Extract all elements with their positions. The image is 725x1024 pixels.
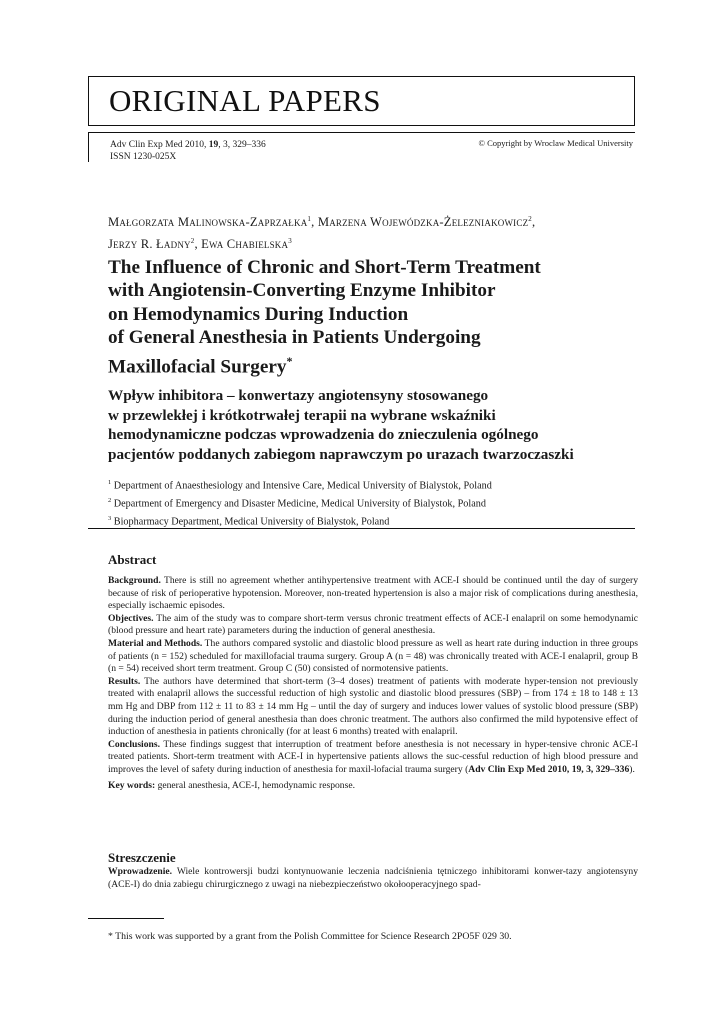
citation-pages: , 3, 329–336 — [218, 140, 266, 150]
abstract-text: There is still no agreement whether antihypertensive treatment with ACE-I should be continued until the day of surgery because of risk of perioperative hypotension. Moreover, non-treated hypertension is also a major risk of complications during anesthesia, especially ischaemic episodes. — [108, 575, 638, 612]
title-line: on Hemodynamics During Induction — [108, 303, 409, 325]
title-pl-line: pacjentów poddanych zabiegom naprawczym po urazach twarzoczaszki — [108, 445, 574, 463]
issn: ISSN 1230-025X — [110, 152, 177, 162]
abstract-text: The authors compared systolic and diastolic blood pressure as well as heart rate during induction in three groups of patients (n = 152) scheduled for maxillofacial trauma surgery. Group A (n = 48) was chronically treated with ACE-I enalapril, group B (n = 54) received short term treatment. Group C (50) consisted of normotensive patients. — [108, 637, 638, 675]
paper-title — [108, 256, 638, 378]
affiliation-sup: 3 — [108, 514, 112, 522]
abstract-text: The authors have determined that short-term (3–4 doses) treatment of patients with moderate hyper-tension not previously treated with enalapril allows the successful reduction of high systolic and diastolic blood pressures (SBP) – from 174 ± 18 to 148 ± 13 mm Hg and DBP from 112 ± 11 to 83 ± 14 mm Hg – until the day of surgery and induces lower values of systolic blood pressure (SBP) during the induction period of general anesthesia than does chronic treatment. The authors also confirmed the mild hypotensive effect of induction of anesthesia in patients chronically (for at least 6 months) treated with enalapril. — [108, 675, 638, 738]
affiliation-sup: 1 — [108, 479, 112, 486]
affiliation-item — [108, 494, 638, 512]
abstract-text: Wiele kontrowersji budzi kontynuowanie leczenia nadciśnienia tętniczego inhibitorami konwer-tazy angiotensyny (ACE-I) do dnia zabiegu chirurgicznego z uwagi na niebezpieczeństwo okołooperacyjnego spad- — [108, 866, 638, 890]
author-name: Ewa Chabielska — [201, 237, 289, 252]
abstract-body — [108, 575, 638, 792]
abstract-objectives — [108, 613, 638, 638]
title-line: of General Anesthesia in Patients Undergoing — [108, 327, 481, 349]
keywords-label: Key words: — [108, 779, 156, 791]
section-banner — [88, 76, 635, 126]
abstract-label: Material and Methods. — [108, 637, 203, 649]
abstract-label: Conclusions. — [108, 738, 160, 750]
title-line: Maxillofacial Surgery — [108, 356, 287, 378]
abstract-keywords — [108, 780, 638, 793]
title-pl-line: hemodynamiczne podczas wprowadzenia do znieczulenia ogólnego — [108, 426, 539, 444]
title-pl-line: Wpływ inhibitora – konwertazy angiotensyny stosowanego — [108, 387, 489, 404]
affiliation-sup: 2 — [108, 496, 112, 504]
author-affil-sup: 2 — [190, 237, 195, 246]
title-pl-line: w przewlekłej i krótkotrwałej terapii na wybrane wskaźniki — [108, 406, 496, 424]
abstract-background — [108, 575, 638, 613]
abstract-text: ). — [629, 763, 635, 775]
affiliation-item — [108, 476, 638, 494]
header-divider — [88, 528, 635, 529]
abstract-heading: Abstract — [108, 552, 157, 567]
affiliation-text: Department of Emergency and Disaster Medicine, Medical University of Bialystok, Poland — [113, 498, 486, 510]
journal-citation — [110, 139, 266, 163]
citation-volume: 19 — [208, 140, 219, 150]
banner-title: ORIGINAL PAPERS — [109, 83, 381, 118]
streszczenie-intro — [108, 866, 638, 891]
footnote: * This work was supported by a grant from the Polish Committee for Science Research 2PO5F 029 30. — [108, 931, 512, 942]
footnote-divider — [88, 918, 164, 919]
title-line: The Influence of Chronic and Short-Term Treatment — [108, 257, 541, 278]
author-list: Małgorzata Malinowska-Zaprzałka$^1$, Marzena Wojewódzka-Żelezniakowicz$^2$, Jerzy R. Ładny$^2$, Ewa Chabielska$^3$ — [108, 215, 536, 252]
streszczenie-heading: Streszczenie — [108, 850, 176, 865]
author-name: Marzena Wojewódzka-Żelezniakowicz — [317, 215, 529, 230]
abstract-label: Background. — [108, 575, 161, 586]
citation-text: Adv Clin Exp Med 2010, — [110, 140, 209, 150]
abstract-label: Results. — [108, 675, 141, 687]
title-line: with Angiotensin-Converting Enzyme Inhibitor — [108, 280, 496, 302]
abstract-methods — [108, 638, 638, 676]
affiliation-text: Biopharmacy Department, Medical University of Bialystok, Poland — [113, 516, 390, 528]
journal-meta — [88, 132, 635, 162]
author-name: Jerzy R. Ładny — [108, 237, 191, 252]
author-affil-sup: 3 — [288, 237, 292, 246]
author-affil-sup: 1 — [307, 215, 312, 223]
abstract-conclusions — [108, 739, 638, 777]
abstract-text: These findings suggest that interruption of treatment before anesthesia is not necessary in hyper-tensive chronic ACE-I treated patients. Short-term treatment with ACE-I in hypertensive patients allows the suc-cessful reduction of high blood pressure and improves the level of safety during induction of anesthesia for maxil-lofacial trauma surgery ( — [108, 738, 638, 775]
abstract-label: Objectives. — [108, 612, 154, 624]
affiliations — [108, 476, 638, 530]
author-name: Małgorzata Malinowska-Zaprzałka — [108, 215, 308, 230]
abstract-text: The aim of the study was to compare short-term versus chronic treatment effects of ACE-I enalapril on some hemodynamic (blood pressure and heart rate) parameters during the induction of general anesthesia. — [108, 612, 638, 637]
affiliation-text: Department of Anaesthesiology and Intensive Care, Medical University of Bialystok, Poland — [113, 480, 492, 492]
paper-title-polish — [108, 386, 648, 464]
copyright: © Copyright by Wroclaw Medical University — [478, 138, 633, 148]
abstract-results — [108, 676, 638, 739]
author-affil-sup: 2 — [528, 215, 532, 223]
title-footnote-mark: * — [286, 353, 293, 368]
abstract-label: Wprowadzenie. — [108, 866, 173, 877]
streszczenie-body — [108, 866, 638, 891]
abstract-citation: Adv Clin Exp Med 2010, 19, 3, 329–336 — [468, 763, 630, 775]
keywords-text: general anesthesia, ACE-I, hemodynamic response. — [155, 779, 355, 791]
